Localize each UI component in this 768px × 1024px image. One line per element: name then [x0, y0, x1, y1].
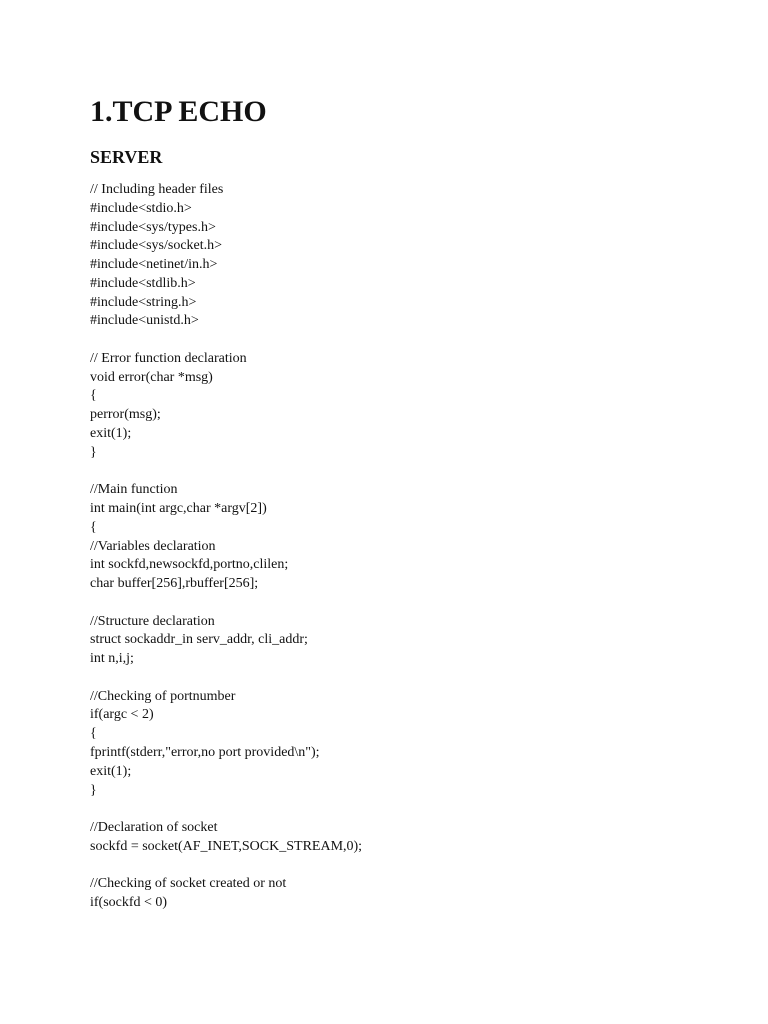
code-line: // Including header files — [90, 182, 224, 197]
code-line: { — [90, 388, 97, 404]
code-line: #include<stdio.h> — [90, 200, 192, 216]
blank-line — [90, 462, 362, 481]
code-line: { — [90, 519, 97, 535]
code-line: //Structure declaration — [90, 613, 215, 629]
code-line: //Declaration of socket — [90, 820, 218, 836]
code-line: int n,i,j; — [90, 651, 134, 667]
code-line: char buffer[256],rbuffer[256]; — [90, 576, 259, 592]
document-title: 1.TCP ECHO — [90, 95, 267, 128]
code-line: //Variables declaration — [90, 538, 216, 554]
code-line: #include<sys/socket.h> — [90, 238, 223, 254]
code-line: struct sockaddr_in serv_addr, cli_addr; — [90, 632, 308, 648]
code-line: exit(1); — [90, 425, 132, 441]
blank-line — [90, 669, 362, 688]
code-listing — [90, 181, 362, 913]
code-line: int sockfd,newsockfd,portno,clilen; — [90, 557, 289, 573]
code-line: sockfd = socket(AF_INET,SOCK_STREAM,0); — [90, 838, 363, 854]
code-line: } — [90, 444, 97, 460]
blank-line — [90, 594, 362, 613]
blank-line — [90, 331, 362, 350]
code-line: //Checking of portnumber — [90, 688, 236, 704]
code-line: } — [90, 782, 97, 798]
code-line: //Checking of socket created or not — [90, 876, 287, 892]
code-line: fprintf(stderr,"error,no port provided\n"); — [90, 744, 320, 760]
blank-line — [90, 857, 362, 876]
code-line: exit(1); — [90, 763, 132, 779]
code-line: { — [90, 726, 97, 742]
code-line: #include<netinet/in.h> — [90, 257, 218, 273]
code-line: perror(msg); — [90, 407, 161, 423]
code-line: if(argc < 2) — [90, 707, 154, 723]
code-line: #include<stdlib.h> — [90, 275, 196, 291]
code-line: int main(int argc,char *argv[2]) — [90, 501, 267, 517]
code-line: #include<string.h> — [90, 294, 197, 310]
code-line: #include<unistd.h> — [90, 313, 199, 329]
code-line: void error(char *msg) — [90, 369, 213, 385]
blank-line — [90, 800, 362, 819]
code-line: #include<sys/types.h> — [90, 219, 216, 235]
section-heading-server: SERVER — [90, 147, 163, 167]
code-line: // Error function declaration — [90, 350, 247, 366]
code-line: //Main function — [90, 482, 178, 498]
code-line: if(sockfd < 0) — [90, 895, 168, 911]
